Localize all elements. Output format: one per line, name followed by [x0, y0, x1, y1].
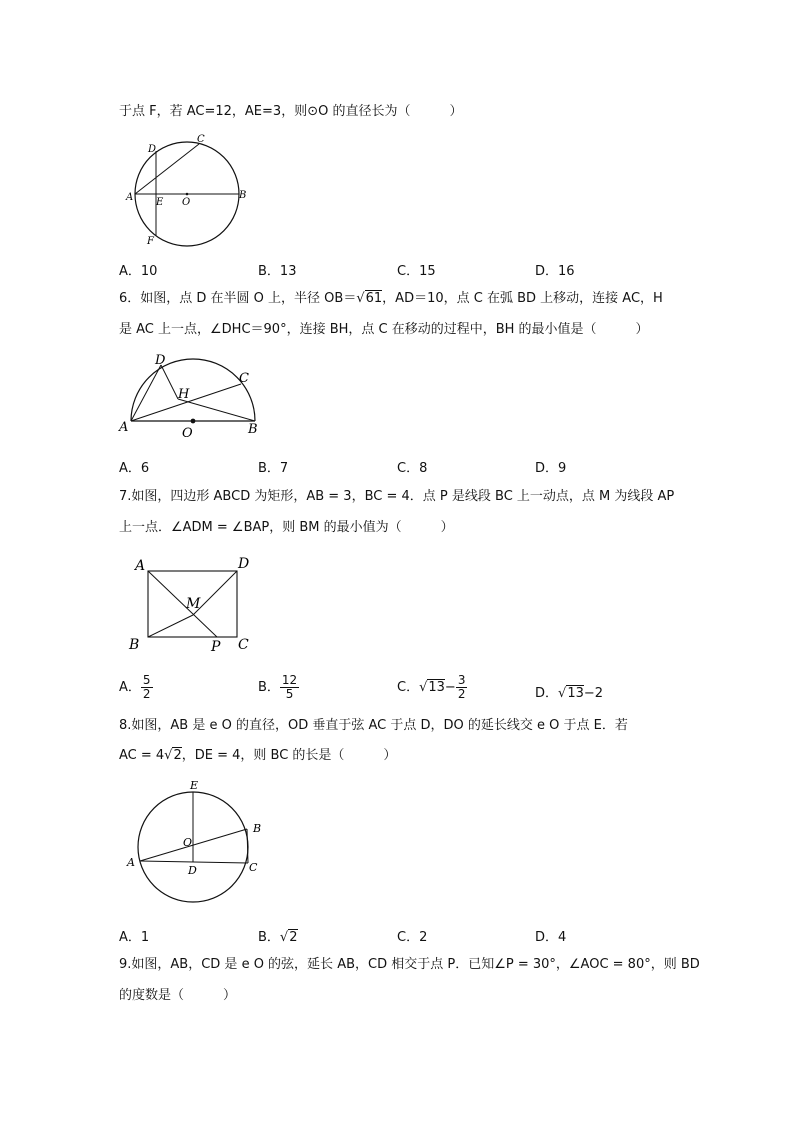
q6-figure [115, 350, 275, 440]
q7-label-p: P [211, 639, 221, 655]
q6-label-b: B [248, 422, 258, 437]
q6-option-b[interactable]: B．7 [258, 461, 289, 476]
q6-option-c[interactable]: C．8 [397, 461, 428, 476]
q8-label-d: D [188, 864, 197, 877]
q5-option-d[interactable]: D．16 [535, 264, 575, 279]
q6-label-o: O [182, 426, 193, 441]
q7-figure [125, 553, 260, 655]
q7-label-c: C [238, 637, 249, 653]
q5-stem: 于点 F，若 AC=12，AE=3，则⊙O 的直径长为（ ） [119, 104, 463, 119]
q7-label-b: B [129, 637, 140, 653]
q7-label-a: A [135, 558, 146, 574]
q5-figure [120, 128, 260, 253]
q7-label-m: M [186, 596, 201, 612]
q6-line1-a: 6．如图，点 D 在半圆 O 上，半径 OB＝ [119, 291, 357, 306]
q8-line2: AC = 4√2，DE = 4，则 BC 的长是（ ） [119, 748, 397, 763]
q5-label-b: B [239, 190, 247, 201]
q8-option-b[interactable]: B．√2 [258, 930, 298, 945]
q6-label-c: C [239, 371, 249, 386]
q6-option-d[interactable]: D．9 [535, 461, 567, 476]
q6-line1-b: ，AD＝10，点 C 在弧 BD 上移动，连接 AC，H [382, 291, 663, 306]
q6-label-a: A [119, 420, 129, 435]
q7-option-b[interactable]: B． $\frac{12}{5}$ [258, 673, 298, 701]
q6-option-a[interactable]: A．6 [119, 461, 150, 476]
q8-label-o: O [183, 836, 193, 849]
q5-label-d: D [148, 144, 157, 155]
q8-line1: 8.如图，AB 是 e O 的直径，OD 垂直于弦 AC 于点 D，DO 的延长线交 e O 于点 E．若 [119, 718, 628, 733]
q8-option-d[interactable]: D．4 [535, 930, 567, 945]
q7-line1: 7.如图，四边形 ABCD 为矩形，AB = 3，BC = 4．点 P 是线段 BC 上一动点，点 M 为线段 AP [119, 489, 675, 504]
q8-label-b: B [253, 822, 262, 835]
q9-line1: 9.如图，AB，CD 是 e O 的弦，延长 AB，CD 相交于点 P．已知∠P = 30°，∠AOC = 80°，则 BD [119, 957, 700, 972]
q8-option-a[interactable]: A．1 [119, 930, 150, 945]
q7-option-a[interactable]: A． $\frac{5}{2}$ [119, 673, 151, 701]
q8-label-c: C [249, 861, 258, 874]
q5-label-c: C [197, 134, 205, 145]
q7-line2: 上一点．∠ADM = ∠BAP，则 BM 的最小值为（ ） [119, 520, 454, 535]
q8-label-a: A [127, 856, 135, 869]
q5-label-f: F [147, 236, 154, 247]
q7-option-d[interactable]: D．√13−2 [535, 686, 604, 701]
q5-label-o: O [182, 197, 191, 208]
q8-option-c[interactable]: C．2 [397, 930, 428, 945]
q7-label-d: D [238, 556, 250, 572]
q5-option-a[interactable]: A．10 [119, 264, 158, 279]
q9-line2: 的度数是（ ） [119, 988, 237, 1003]
q6-label-d: D [155, 353, 166, 368]
q5-option-c[interactable]: C．15 [397, 264, 436, 279]
q8-label-e: E [190, 779, 199, 792]
q5-option-b[interactable]: B．13 [258, 264, 297, 279]
q6-line1 [119, 291, 663, 307]
q6-label-h: H [178, 387, 190, 402]
q5-label-a: A [126, 192, 134, 203]
q6-line2: 是 AC 上一点，∠DHC＝90°，连接 BH，点 C 在移动的过程中，BH 的最小值是（ ） [119, 322, 649, 337]
q6-sqrt: √61 [356, 291, 383, 306]
q8-figure [120, 775, 270, 910]
q7-option-c[interactable]: C．√13− $\frac{3}{2}$ [397, 673, 466, 701]
q5-label-e: E [156, 197, 164, 208]
